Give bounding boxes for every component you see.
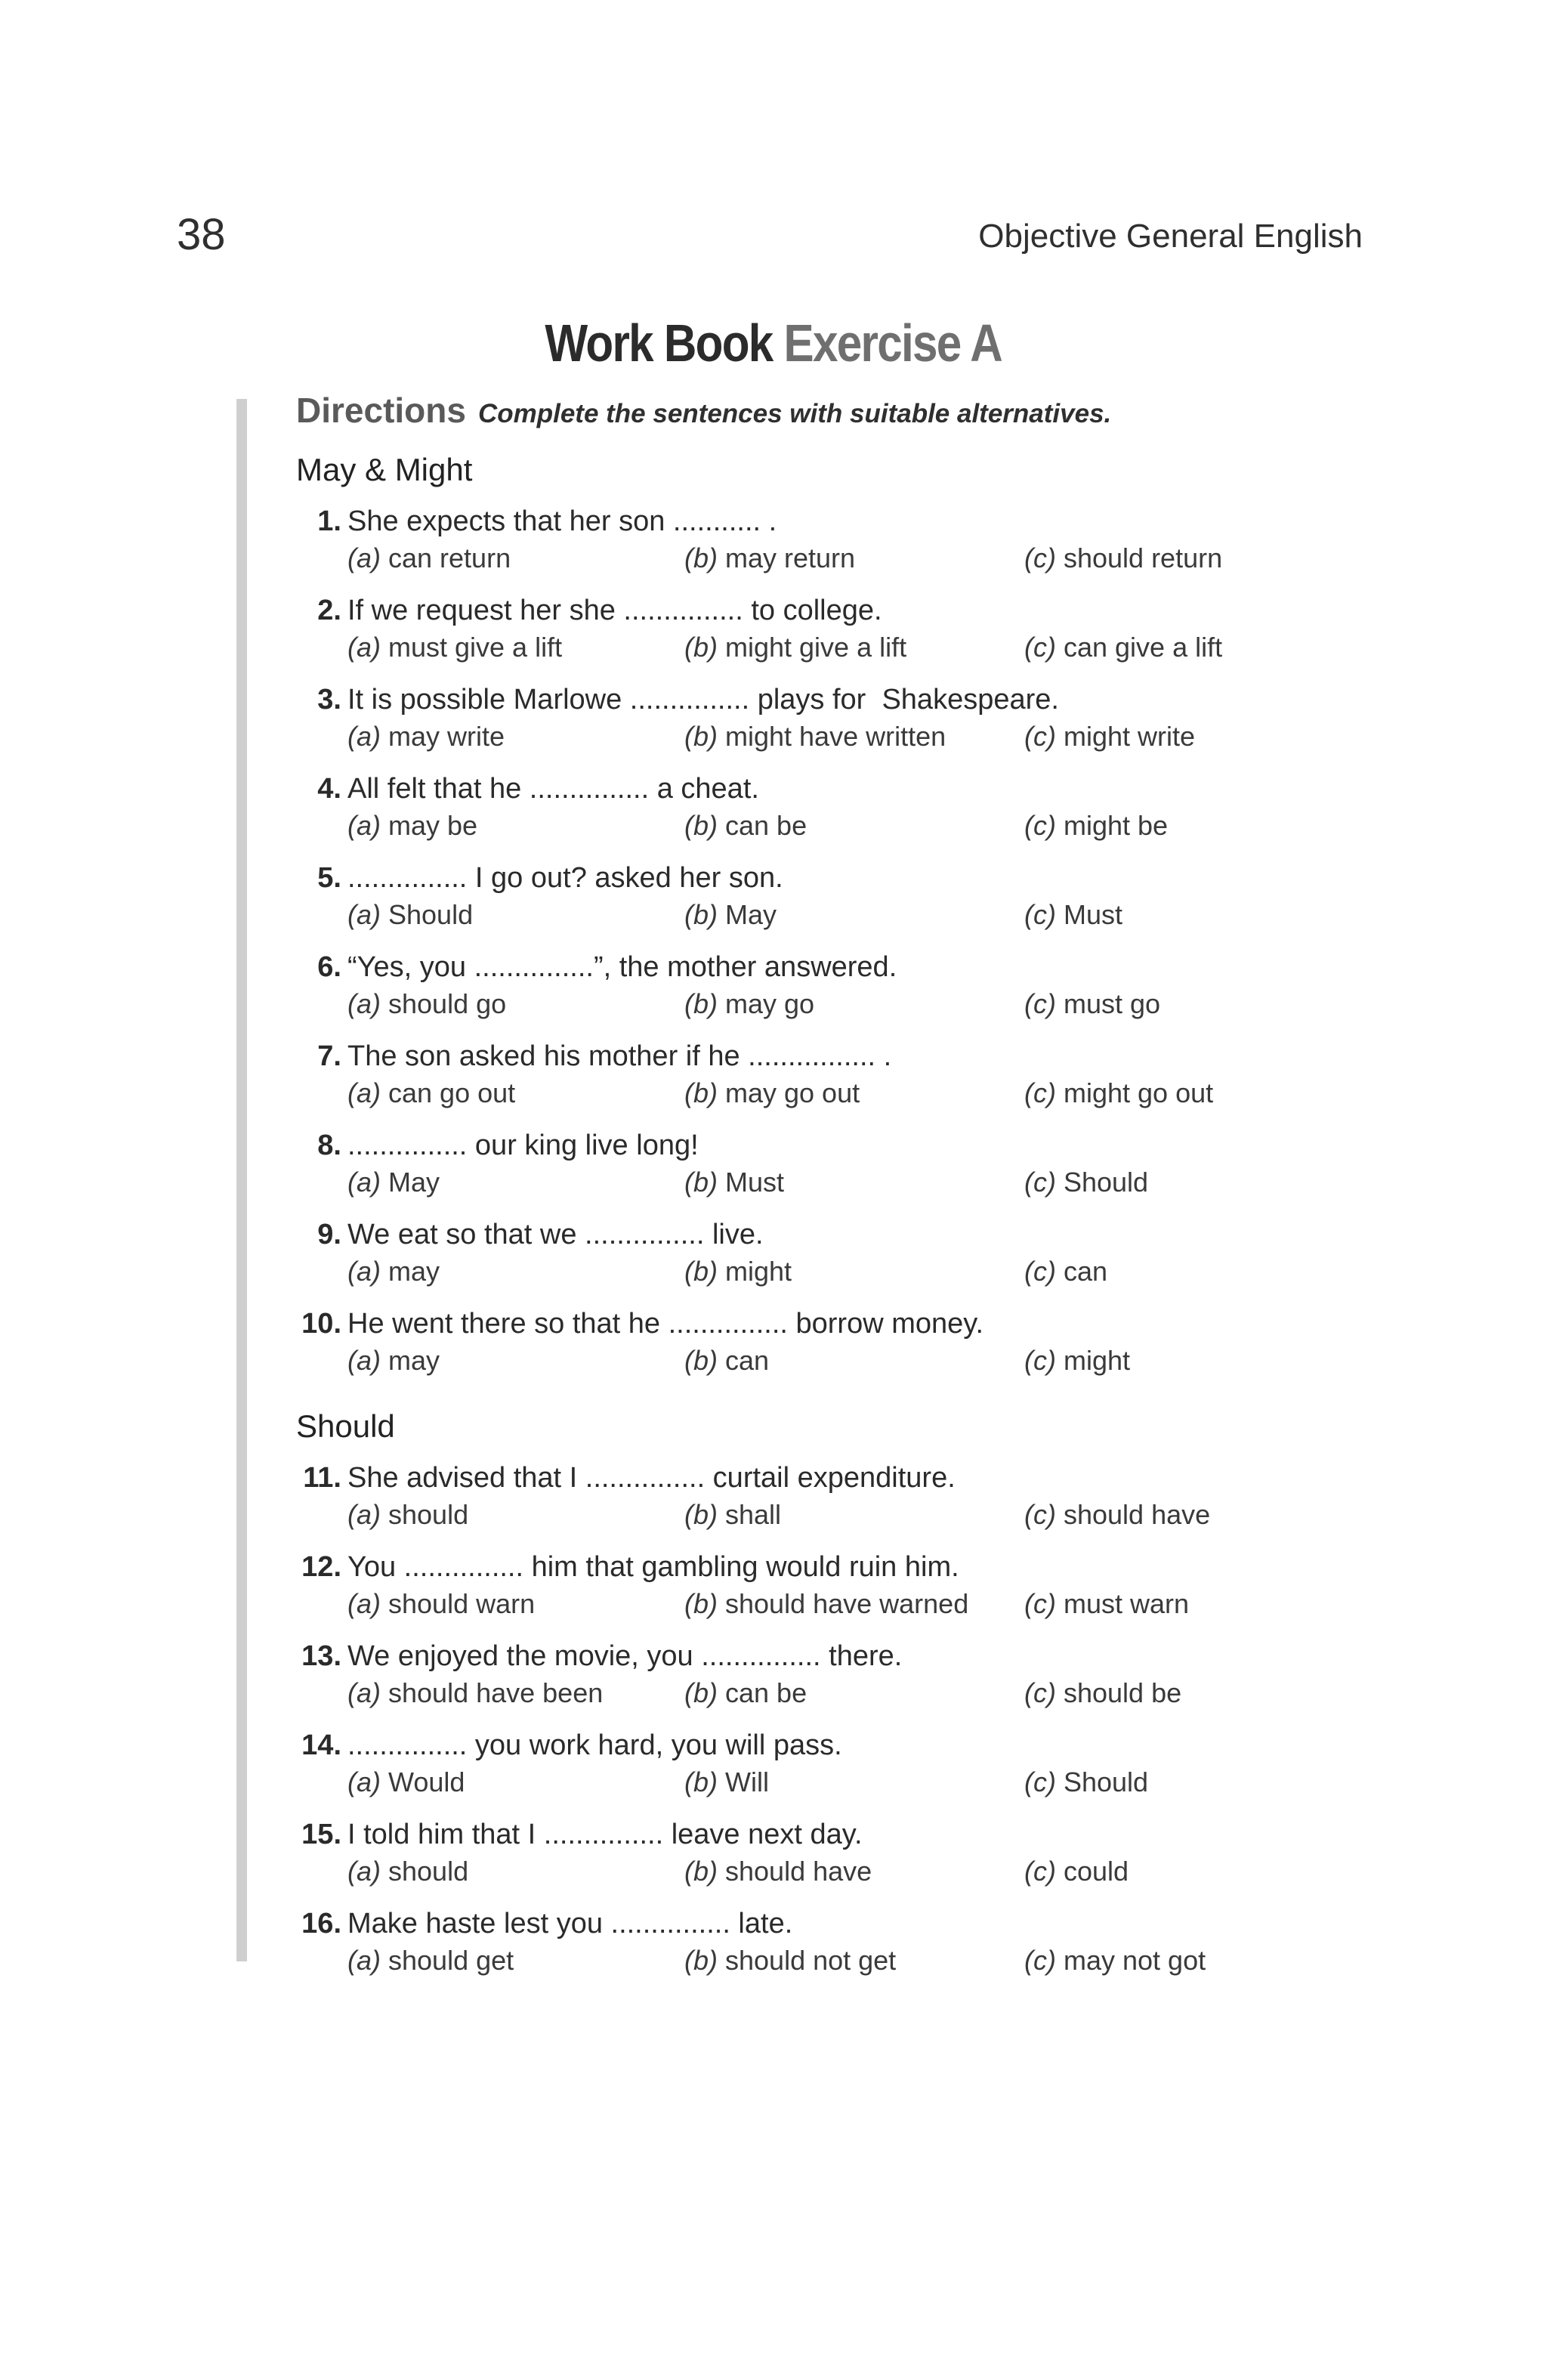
question-item [296, 503, 1369, 592]
option-letter: (a) [347, 1167, 381, 1198]
option-letter: (a) [347, 1766, 381, 1797]
section-title: May & Might [296, 452, 473, 487]
option-b [684, 539, 855, 577]
option-c [1024, 1585, 1189, 1623]
question-number: 5. [317, 862, 341, 894]
option-text: Must [725, 1167, 785, 1198]
option-letter: (b) [684, 1345, 718, 1376]
options-row [296, 1763, 1369, 1801]
question-line [296, 1727, 1369, 1763]
book-title: Objective General English [978, 218, 1363, 255]
question-item [296, 1460, 1369, 1549]
option-b [684, 1253, 792, 1290]
question-line [296, 1638, 1369, 1674]
option-text: may [388, 1345, 440, 1376]
options-row [296, 1942, 1369, 1980]
option-letter: (c) [1024, 1345, 1056, 1376]
side-rule [236, 399, 247, 1961]
question-item [296, 592, 1369, 682]
question-number: 15. [301, 1819, 341, 1850]
option-b [684, 896, 777, 934]
question-line [296, 860, 1369, 896]
question-item [296, 1638, 1369, 1727]
question-number: 7. [317, 1040, 341, 1072]
options-row [296, 629, 1369, 666]
question-line [296, 949, 1369, 985]
option-text: should have [725, 1856, 872, 1887]
option-c [1024, 1674, 1181, 1712]
option-c [1024, 985, 1160, 1023]
question-line [296, 1127, 1369, 1164]
page-number: 38 [177, 210, 226, 259]
option-b [684, 1585, 968, 1623]
option-a [347, 1253, 440, 1290]
question-number: 9. [317, 1219, 341, 1250]
question-text: You ............... him that gambling would ruin him. [347, 1551, 959, 1583]
option-text: should warn [388, 1588, 536, 1619]
exercise-heading [108, 311, 1438, 375]
option-a [347, 1074, 515, 1112]
option-a [347, 1853, 468, 1890]
option-letter: (c) [1024, 1677, 1056, 1708]
question-line [296, 1816, 1369, 1853]
option-a [347, 539, 511, 577]
option-letter: (a) [347, 1345, 381, 1376]
option-letter: (c) [1024, 1766, 1056, 1797]
question-line [296, 1038, 1369, 1074]
option-c [1024, 807, 1168, 845]
option-a [347, 1763, 465, 1801]
option-b [684, 1942, 896, 1980]
question-number: 13. [301, 1640, 341, 1672]
option-letter: (b) [684, 1856, 718, 1887]
option-text: might be [1063, 810, 1169, 841]
option-a [347, 1674, 603, 1712]
option-letter: (a) [347, 988, 381, 1019]
question-line [296, 1549, 1369, 1585]
options-row [296, 1853, 1369, 1890]
question-number: 3. [317, 684, 341, 716]
question-item [296, 1727, 1369, 1816]
question-text: ............... I go out? asked her son. [347, 862, 783, 894]
question-text: She expects that her son ........... . [347, 505, 777, 537]
option-text: must give a lift [388, 632, 563, 663]
option-letter: (a) [347, 1856, 381, 1887]
option-b [684, 807, 807, 845]
options-row [296, 1585, 1369, 1623]
option-letter: (b) [684, 1766, 718, 1797]
question-item [296, 1549, 1369, 1638]
options-row [296, 1496, 1369, 1534]
question-line [296, 592, 1369, 629]
option-letter: (b) [684, 1588, 718, 1619]
option-text: Will [725, 1766, 769, 1797]
option-letter: (b) [684, 632, 718, 663]
option-b [684, 1853, 872, 1890]
question-text: He went there so that he ............... borrow money. [347, 1308, 984, 1340]
option-letter: (a) [347, 1077, 381, 1108]
option-letter: (c) [1024, 1077, 1056, 1108]
option-letter: (c) [1024, 988, 1056, 1019]
option-letter: (c) [1024, 810, 1056, 841]
option-c [1024, 539, 1222, 577]
question-text: All felt that he ............... a cheat. [347, 773, 759, 805]
options-row [296, 1164, 1369, 1201]
option-letter: (b) [684, 810, 718, 841]
option-letter: (a) [347, 810, 381, 841]
question-number: 11. [303, 1462, 341, 1494]
question-text: If we request her she ............... to college. [347, 595, 882, 626]
option-text: May [388, 1167, 440, 1198]
question-item [296, 1816, 1369, 1906]
option-letter: (c) [1024, 721, 1056, 752]
option-c [1024, 1074, 1213, 1112]
options-row [296, 539, 1369, 577]
option-b [684, 718, 946, 756]
option-text: may go out [725, 1077, 860, 1108]
option-text: can [1063, 1256, 1108, 1287]
option-c [1024, 1342, 1130, 1380]
directions-text: Complete the sentences with suitable alternatives. [477, 399, 1112, 428]
question-line [296, 1906, 1369, 1942]
question-item [296, 1127, 1369, 1216]
question-text: I told him that I ............... leave next day. [347, 1819, 863, 1850]
option-letter: (a) [347, 542, 381, 573]
question-text: ............... our king live long! [347, 1130, 699, 1161]
option-text: should not get [725, 1945, 897, 1976]
option-c [1024, 1253, 1107, 1290]
option-text: might have written [725, 721, 946, 752]
option-b [684, 1074, 860, 1112]
question-text: She advised that I ............... curtail expenditure. [347, 1462, 956, 1494]
option-letter: (c) [1024, 1256, 1056, 1287]
option-letter: (a) [347, 1945, 381, 1976]
option-a [347, 1942, 514, 1980]
question-number: 10. [301, 1308, 341, 1340]
option-text: should have [1063, 1499, 1211, 1530]
options-row [296, 985, 1369, 1023]
option-letter: (c) [1024, 1588, 1056, 1619]
option-text: might go out [1063, 1077, 1214, 1108]
question-item [296, 1906, 1369, 1995]
option-c [1024, 1942, 1206, 1980]
question-item [296, 949, 1369, 1038]
sections-container [296, 450, 1369, 1995]
option-letter: (b) [684, 721, 718, 752]
option-a [347, 718, 505, 756]
option-letter: (c) [1024, 1856, 1056, 1887]
option-letter: (c) [1024, 1167, 1056, 1198]
options-row [296, 1342, 1369, 1380]
option-letter: (c) [1024, 542, 1056, 573]
option-b [684, 1342, 769, 1380]
options-row [296, 896, 1369, 934]
option-letter: (b) [684, 542, 718, 573]
question-item [296, 771, 1369, 860]
option-text: may go [725, 988, 815, 1019]
option-text: may [388, 1256, 440, 1287]
question-number: 2. [317, 595, 341, 626]
option-b [684, 1763, 769, 1801]
option-letter: (c) [1024, 632, 1056, 663]
option-text: May [725, 899, 777, 930]
question-line [296, 771, 1369, 807]
question-number: 8. [317, 1130, 341, 1161]
option-letter: (a) [347, 899, 381, 930]
option-c [1024, 629, 1222, 666]
option-text: can return [388, 542, 511, 573]
options-row [296, 807, 1369, 845]
question-line [296, 503, 1369, 539]
question-item [296, 1306, 1369, 1395]
section-title: Should [296, 1408, 395, 1444]
option-c [1024, 1853, 1129, 1890]
question-text: “Yes, you ...............”, the mother answered. [347, 951, 897, 983]
option-a [347, 629, 562, 666]
option-a [347, 1496, 468, 1534]
options-row [296, 1074, 1369, 1112]
option-letter: (c) [1024, 1499, 1056, 1530]
question-number: 1. [317, 505, 341, 537]
question-item [296, 1216, 1369, 1306]
option-text: Should [388, 899, 474, 930]
option-text: must warn [1063, 1588, 1190, 1619]
option-b [684, 1164, 784, 1201]
option-a [347, 1585, 535, 1623]
question-number: 4. [317, 773, 341, 805]
option-letter: (b) [684, 1945, 718, 1976]
option-letter: (a) [347, 1677, 381, 1708]
question-number: 14. [301, 1729, 341, 1761]
option-text: should go [388, 988, 507, 1019]
option-text: could [1063, 1856, 1129, 1887]
option-text: should return [1063, 542, 1223, 573]
option-text: shall [725, 1499, 782, 1530]
option-b [684, 1674, 807, 1712]
option-c [1024, 718, 1195, 756]
option-a [347, 896, 473, 934]
option-text: Should [1063, 1766, 1149, 1797]
option-letter: (c) [1024, 899, 1056, 930]
option-text: can be [725, 810, 807, 841]
option-text: Would [388, 1766, 465, 1797]
options-row [296, 718, 1369, 756]
option-b [684, 1496, 781, 1534]
option-c [1024, 1763, 1148, 1801]
question-item [296, 860, 1369, 949]
option-text: may return [725, 542, 856, 573]
option-b [684, 629, 906, 666]
option-text: should be [1063, 1677, 1182, 1708]
question-line [296, 1460, 1369, 1496]
option-letter: (b) [684, 899, 718, 930]
option-c [1024, 896, 1122, 934]
directions-label: Directions [296, 391, 466, 430]
option-text: can [725, 1345, 770, 1376]
question-item [296, 682, 1369, 771]
option-letter: (a) [347, 1499, 381, 1530]
question-text: We enjoyed the movie, you ............... there. [347, 1640, 903, 1672]
options-row [296, 1674, 1369, 1712]
question-number: 16. [301, 1908, 341, 1940]
option-text: can give a lift [1063, 632, 1223, 663]
option-c [1024, 1496, 1210, 1534]
option-text: might [1063, 1345, 1131, 1376]
question-text: The son asked his mother if he ................ . [347, 1040, 892, 1072]
option-letter: (a) [347, 1588, 381, 1619]
directions [296, 390, 1369, 438]
question-text: We eat so that we ............... live. [347, 1219, 764, 1250]
option-letter: (b) [684, 988, 718, 1019]
option-text: can be [725, 1677, 807, 1708]
option-letter: (c) [1024, 1945, 1056, 1976]
option-letter: (b) [684, 1499, 718, 1530]
option-text: may not got [1063, 1945, 1206, 1976]
option-letter: (a) [347, 632, 381, 663]
question-item [296, 1038, 1369, 1127]
heading-exercise: Exercise A [783, 314, 1002, 372]
question-text: It is possible Marlowe ............... plays for Shakespeare. [347, 684, 1059, 716]
option-text: should have warned [725, 1588, 969, 1619]
question-line [296, 1216, 1369, 1253]
question-number: 6. [317, 951, 341, 983]
option-text: might [725, 1256, 792, 1287]
option-letter: (b) [684, 1256, 718, 1287]
option-text: should get [388, 1945, 514, 1976]
question-number: 12. [301, 1551, 341, 1583]
option-text: should [388, 1856, 469, 1887]
question-text: Make haste lest you ............... late. [347, 1908, 793, 1940]
exercise-content [296, 390, 1369, 1995]
question-line [296, 1306, 1369, 1342]
question-text: ............... you work hard, you will pass. [347, 1729, 842, 1761]
option-letter: (b) [684, 1677, 718, 1708]
option-text: should have been [388, 1677, 604, 1708]
question-line [296, 682, 1369, 718]
option-letter: (a) [347, 721, 381, 752]
options-row [296, 1253, 1369, 1290]
option-a [347, 1164, 440, 1201]
option-letter: (b) [684, 1077, 718, 1108]
option-b [684, 985, 814, 1023]
option-letter: (a) [347, 1256, 381, 1287]
option-c [1024, 1164, 1148, 1201]
option-a [347, 807, 477, 845]
option-text: might write [1063, 721, 1196, 752]
heading-work-book: Work Book [545, 314, 773, 372]
option-a [347, 985, 506, 1023]
option-text: may write [388, 721, 505, 752]
option-text: Must [1063, 899, 1122, 930]
option-text: may be [388, 810, 478, 841]
option-letter: (b) [684, 1167, 718, 1198]
option-text: might give a lift [725, 632, 907, 663]
option-text: Should [1063, 1167, 1149, 1198]
option-text: should [388, 1499, 469, 1530]
option-text: must go [1063, 988, 1161, 1019]
option-text: can go out [388, 1077, 516, 1108]
option-a [347, 1342, 440, 1380]
